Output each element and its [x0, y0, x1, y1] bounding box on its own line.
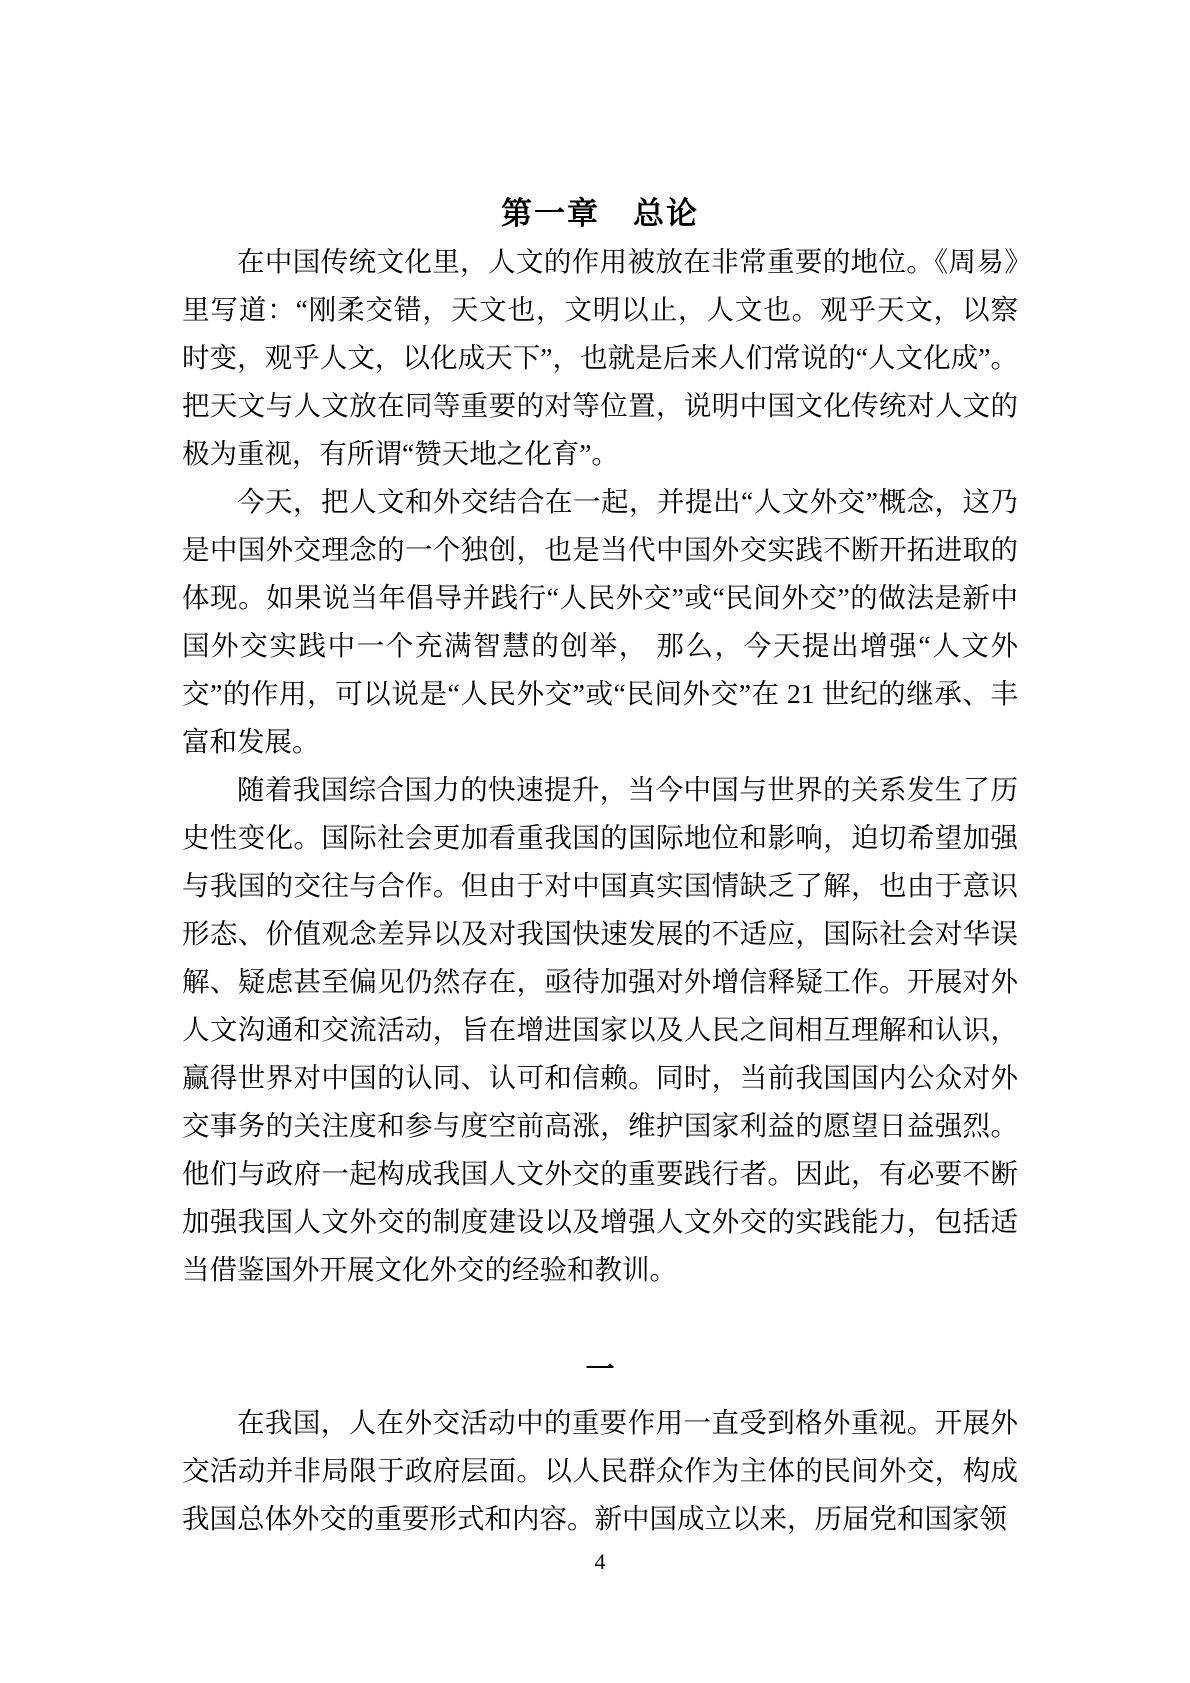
chapter-title: 第一章 总论: [501, 196, 699, 231]
paragraph-2: 今天，把人文和外交结合在一起，并提出“人文外交”概念，这乃是中国外交理念的一个独创，也是当代中国外交实践不断开拓进取的体现。如果说当年倡导并践行“人民外交”或“民间外交”的做法是新中国外交实践中一个充满智慧的创举， 那么，今天提出增强“人文外交”的作用，可以说是“人民外交”或“民间外交”在 21 世纪的继承、丰富和发展。: [182, 486, 1018, 757]
paragraph-3: 随着我国综合国力的快速提升，当今中国与世界的关系发生了历史性变化。国际社会更加看重我国的国际地位和影响，迫切希望加强与我国的交往与合作。但由于对中国真实国情缺乏了解，也由于意识形态、价值观念差异以及对我国快速发展的不适应，国际社会对华误解、疑虑甚至偏见仍然存在，亟待加强对外增信释疑工作。开展对外人文沟通和交流活动，旨在增进国家以及人民之间相互理解和认识，赢得世界对中国的认同、认可和信赖。同时，当前我国国内公众对外交事务的关注度和参与度空前高涨，维护国家利益的愿望日益强烈。他们与政府一起构成我国人文外交的重要践行者。因此，有必要不断加强我国人文外交的制度建设以及增强人文外交的实践能力，包括适当借鉴国外开展文化外交的经验和教训。: [182, 774, 1018, 1285]
page-number: 4: [594, 1549, 606, 1574]
paragraph-4: 在我国，人在外交活动中的重要作用一直受到格外重视。开展外交活动并非局限于政府层面。以人民群众作为主体的民间外交，构成我国总体外交的重要形式和内容。新中国成立以来，历届党和国家领: [182, 1407, 1018, 1534]
page-content: [182, 190, 1018, 1577]
paragraph-1: 在中国传统文化里，人文的作用被放在非常重要的地位。《周易》里写道：“刚柔交错，天文也，文明以止，人文也。观乎天文，以察时变，观乎人文，以化成天下”，也就是后来人们常说的“人文化成”。把天文与人文放在同等重要的对等位置，说明中国文化传统对人文的极为重视，有所谓“赞天地之化育”。: [182, 246, 1019, 469]
section-number-heading: 一: [585, 1354, 615, 1386]
